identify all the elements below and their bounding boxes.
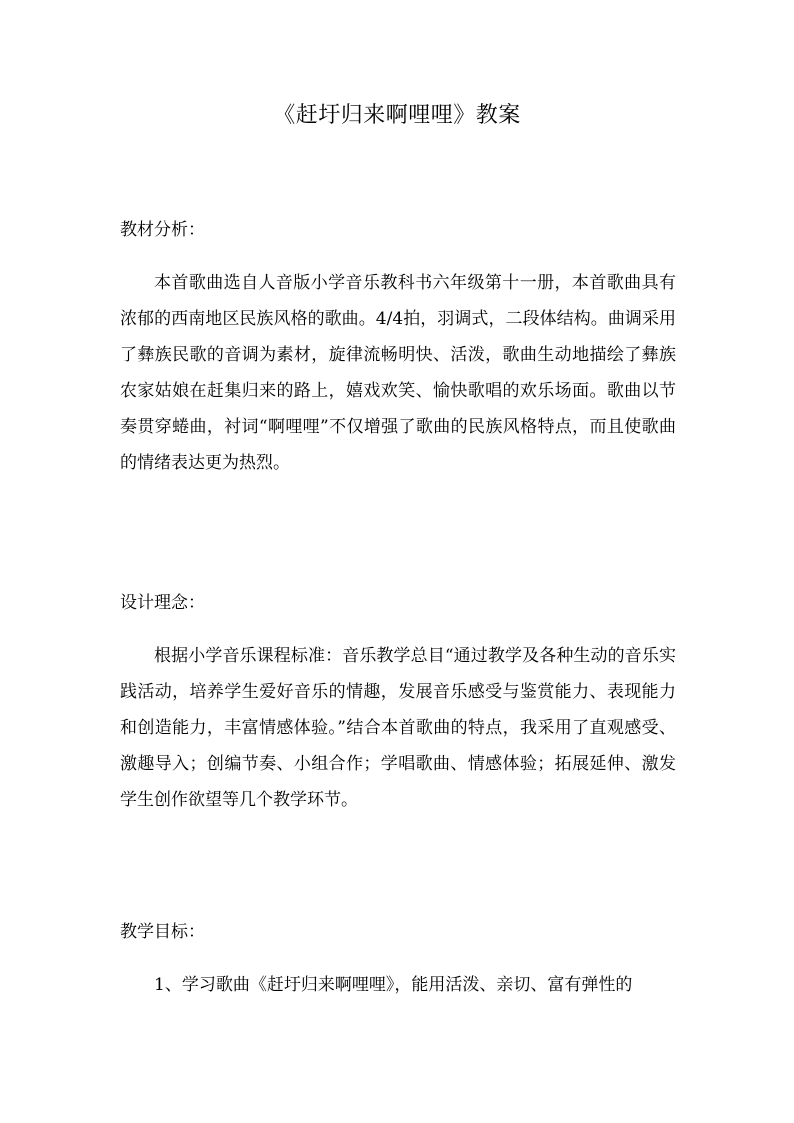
section-paragraph-teaching-goals: 1、学习歌曲《赶圩归来啊哩哩》，能用活泼、亲切、富有弹性的 [154, 975, 633, 995]
section-heading-teaching-material-analysis: 教材分析： [120, 220, 205, 240]
section-paragraph-design-concept: 根据小学音乐课程标准：音乐教学总目“通过教学及各种生动的音乐实践活动，培养学生爱好音乐的情趣，发展音乐感受与鉴赏能力、表现能力和创造能力，丰富情感体验。”结合本首歌曲的特点，我采用了直观感受、激趣导入；创编节奏、小组合作；学唱歌曲、情感体验；拓展延伸、激发学生创作欲望等几个教学环节。 [120, 646, 676, 810]
section-heading-design-concept: 设计理念： [120, 593, 205, 613]
section-heading-teaching-goals: 教学目标： [120, 922, 205, 942]
document-title: 《赶圩归来啊哩哩》教案 [273, 103, 521, 128]
section-paragraph-teaching-material-analysis: 本首歌曲选自人音版小学音乐教科书六年级第十一册，本首歌曲具有浓郁的西南地区民族风格的歌曲。4/4拍，羽调式，二段体结构。曲调采用了彝族民歌的音调为素材，旋律流畅明快、活泼，歌曲生动地描绘了彝族农家姑娘在赶集归来的路上，嬉戏欢笑、愉快歌唱的欢乐场面。歌曲以节奏贯穿蜷曲，衬词“啊哩哩”不仅增强了歌曲的民族风格特点，而且使歌曲的情绪表达更为热烈。 [120, 273, 676, 473]
